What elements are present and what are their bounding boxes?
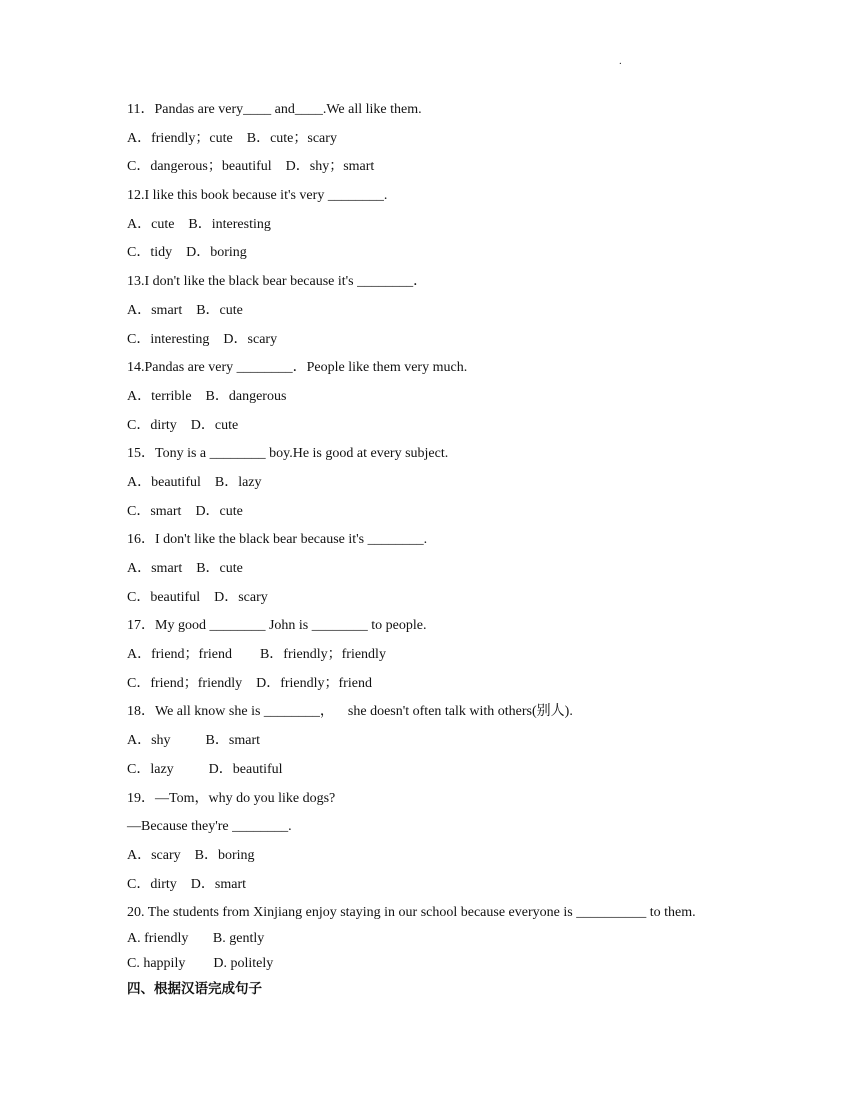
question-options-ab: A．friend；friend B．friendly；friendly [127,647,386,663]
header-mark: . [619,55,622,67]
question-16 [127,530,767,606]
question-stem: 19．—Tom，why do you like dogs? [127,790,336,806]
question-options-ab: A．shy B．smart [127,733,260,749]
question-options-cd: C．beautiful D．scary [127,589,268,605]
question-options-cd: C．smart D．cute [127,503,243,519]
question-options-cd: C．dirty D．smart [127,876,246,892]
question-20 [127,903,767,973]
question-stem: 18．We all know she is ________， she doesn't often talk with others(别人). [127,704,573,720]
question-options-ab: A．smart B．cute [127,561,243,576]
question-11 [127,100,767,176]
question-stem: 11．Pandas are very____ and____.We all like them. [127,102,422,117]
question-options-ab: A．smart B．cute [127,302,243,318]
question-18 [127,702,767,778]
question-19 [127,789,767,894]
question-options-cd: C．lazy D．beautiful [127,761,283,777]
question-12 [127,186,767,262]
question-stem: 15．Tony is a ________ boy.He is good at every subject. [127,446,449,462]
question-options-cd: C．dangerous；beautiful D．shy；smart [127,159,375,175]
question-15 [127,444,767,520]
question-stem: 20. The students from Xinjiang enjoy staying in our school because everyone is __________ to them. [127,905,696,921]
question-stem: 14.Pandas are very ________．People like them very much. [127,360,468,376]
question-options-ab: A．scary B．boring [127,847,255,863]
question-13 [127,272,767,348]
question-stem: 17．My good ________ John is ________ to people. [127,618,427,634]
question-17 [127,616,767,692]
question-options-ab: A. friendly B. gently [127,930,265,946]
question-options-ab: A．cute B．interesting [127,216,271,232]
question-stem: 13.I don't like the black bear because it's ________． [127,274,428,290]
question-options-ab: A．beautiful B．lazy [127,474,262,490]
question-14 [127,358,767,434]
section-heading: 四、根据汉语完成句子 [127,980,262,997]
question-stem: 12.I like this book because it's very ________. [127,188,388,204]
question-list [127,100,767,999]
question-options-ab: A．friendly；cute B．cute；scary [127,130,337,146]
question-options-cd: C．tidy D．boring [127,245,247,261]
question-options-cd: C．friend；friendly D．friendly；friend [127,675,372,691]
question-reply: —Because they're ________. [127,819,292,835]
question-stem: 16．I don't like the black bear because it's ________. [127,532,428,548]
question-options-cd: C. happily D. politely [127,956,274,972]
question-options-ab: A．terrible B．dangerous [127,388,287,404]
question-options-cd: C．dirty D．cute [127,417,239,433]
question-options-cd: C．interesting D．scary [127,331,278,347]
